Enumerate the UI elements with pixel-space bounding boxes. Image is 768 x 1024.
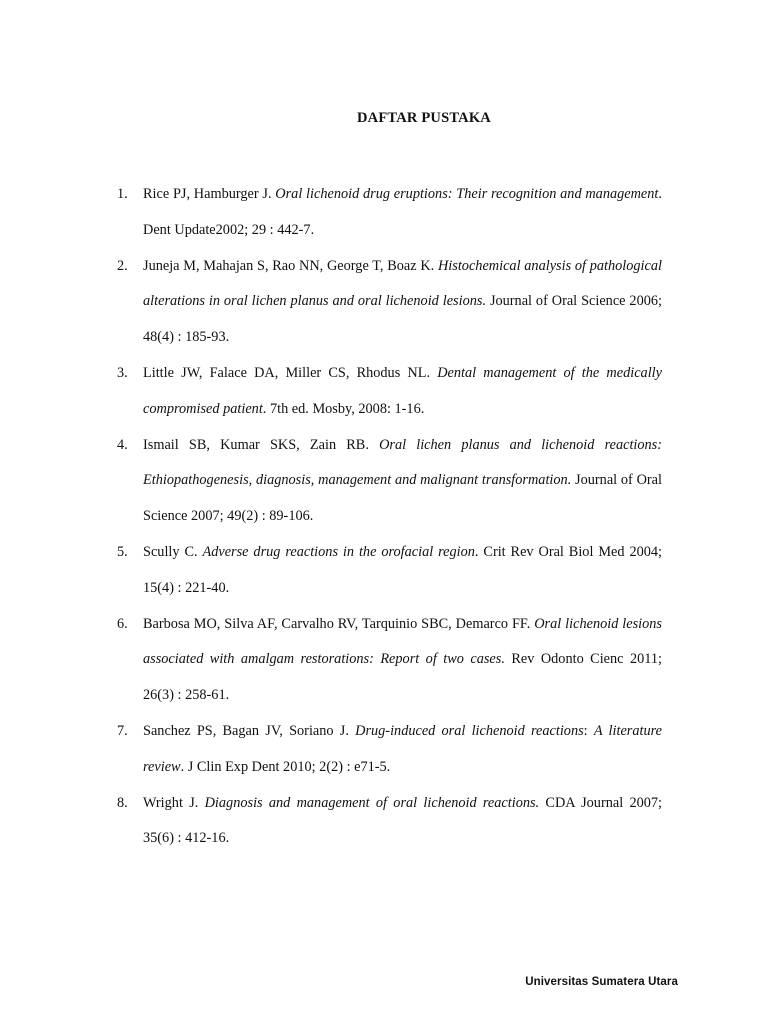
reference-text <box>143 786 662 858</box>
reference-text <box>143 714 662 786</box>
reference-punct: . <box>474 543 484 560</box>
page-title: DAFTAR PUSTAKA <box>357 110 491 126</box>
reference-authors: Scully C. <box>143 543 203 560</box>
reference-source: CDA Journal 2007; 35(6) : 412-16. <box>143 794 663 847</box>
reference-list <box>117 177 662 857</box>
reference-source: Journal of Oral Science 2006; 48(4) : 185-93. <box>143 293 662 346</box>
reference-number: 8. <box>117 794 128 811</box>
reference-authors: Barbosa MO, Silva AF, Carvalho RV, Tarquinio SBC, Demarco FF. <box>143 615 535 632</box>
reference-authors: Ismail SB, Kumar SKS, Zain RB. <box>143 436 380 453</box>
reference-item <box>117 714 662 786</box>
reference-title: Adverse drug reactions in the orofacial region <box>202 543 475 560</box>
reference-item <box>117 786 662 858</box>
reference-title: Diagnosis and management of oral lichenoid reactions. <box>204 794 540 811</box>
reference-source: Journal of Oral Science 2007; 49(2) : 89-106. <box>143 472 662 525</box>
reference-title: Oral lichenoid lesions associated with amalgam restorations: Report of two cases. <box>143 615 662 668</box>
reference-number: 4. <box>117 436 128 453</box>
reference-authors: Sanchez PS, Bagan JV, Soriano J. <box>143 722 356 739</box>
reference-text <box>143 356 662 428</box>
footer-institution: Universitas Sumatera Utara <box>525 976 678 988</box>
reference-punct: . <box>262 400 270 417</box>
reference-number: 1. <box>117 186 128 202</box>
reference-authors: Wright J. <box>143 794 205 811</box>
reference-source: 7th ed. Mosby, 2008: 1-16. <box>269 400 425 417</box>
reference-item <box>117 428 662 535</box>
reference-item <box>117 177 662 249</box>
reference-title: Oral lichenoid drug eruptions: Their recognition and management <box>275 186 659 202</box>
reference-number: 6. <box>117 615 128 632</box>
reference-authors: Rice PJ, Hamburger J. <box>143 186 276 202</box>
reference-item <box>117 535 662 607</box>
reference-source: Rev Odonto Cienc 2011; 26(3) : 258-61. <box>143 651 663 704</box>
reference-text <box>143 249 662 356</box>
reference-number: 5. <box>117 543 128 560</box>
reference-text <box>143 177 662 249</box>
reference-source: Crit Rev Oral Biol Med 2004; 15(4) : 221-40. <box>143 543 663 596</box>
reference-title: Dental management of the medically compromised patient <box>143 364 662 417</box>
reference-number: 3. <box>117 364 128 381</box>
reference-source: Dent Update2002; 29 : 442-7. <box>143 221 315 238</box>
reference-item <box>117 249 662 356</box>
reference-number: 7. <box>117 722 128 739</box>
reference-text <box>143 535 662 607</box>
reference-punct: . <box>180 758 188 775</box>
reference-number: 2. <box>117 257 128 274</box>
reference-text <box>143 428 662 535</box>
reference-authors: Little JW, Falace DA, Miller CS, Rhodus NL. <box>143 364 438 381</box>
reference-item <box>117 607 662 714</box>
reference-text <box>143 607 662 714</box>
reference-title: Oral lichen planus and lichenoid reactions: Ethiopathogenesis, diagnosis, management and malignant transformation. <box>143 436 663 489</box>
reference-punct: : <box>583 722 594 739</box>
reference-source: J Clin Exp Dent 2010; 2(2) : e71-5. <box>187 758 391 775</box>
reference-subtitle: A literature review <box>143 722 663 775</box>
reference-item <box>117 356 662 428</box>
reference-title: Histochemical analysis of pathological alterations in oral lichen planus and oral lichenoid lesions. <box>143 257 662 310</box>
reference-authors: Juneja M, Mahajan S, Rao NN, George T, Boaz K. <box>143 257 438 274</box>
reference-title: Drug-induced oral lichenoid reactions <box>355 722 584 739</box>
reference-punct: . <box>658 186 662 202</box>
